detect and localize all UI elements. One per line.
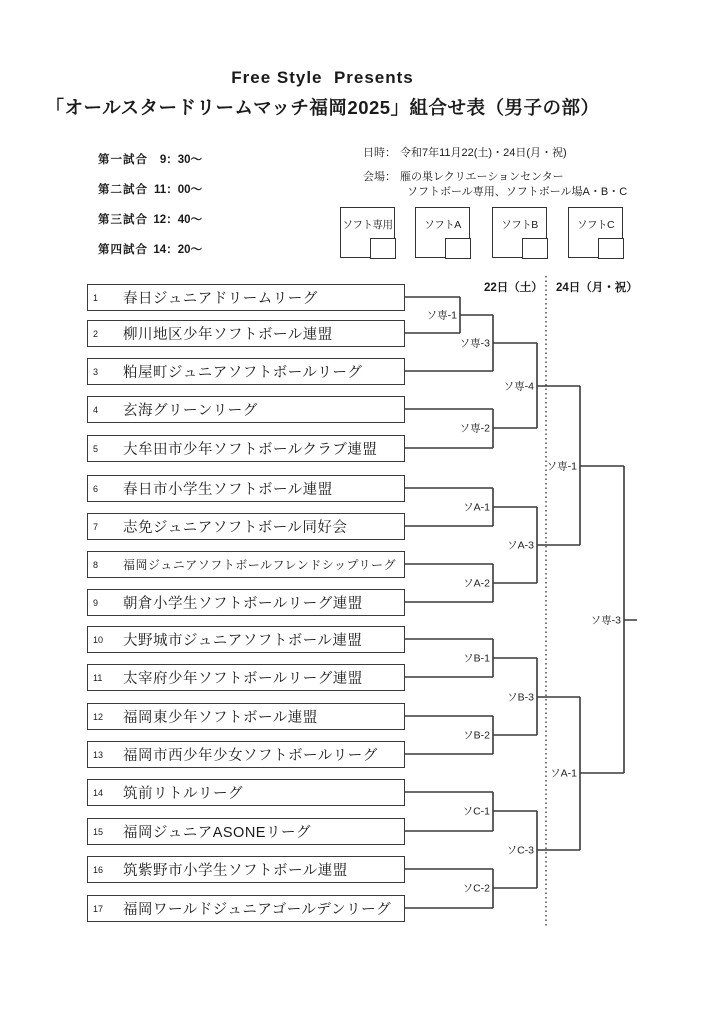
team-number: 14 — [93, 787, 104, 798]
team-number: 12 — [93, 711, 104, 722]
match-label-day1-so-c-3: ソC-3 — [506, 844, 534, 857]
team-name: 志免ジュニアソフトボール同好会 — [123, 520, 348, 536]
team-number: 3 — [93, 366, 99, 377]
team-number: 1 — [93, 292, 99, 303]
match-label-day1-so-c-2: ソC-2 — [462, 882, 490, 895]
team-number: 2 — [93, 328, 99, 339]
team-name: 春日市小学生ソフトボール連盟 — [123, 482, 333, 498]
team-number: 16 — [93, 864, 104, 875]
team-box-17 — [87, 895, 405, 922]
schedule-time: 12：40～ — [153, 214, 202, 226]
team-box-6 — [87, 475, 405, 502]
match-label-day2-so-sen-1: ソ専-1 — [546, 460, 577, 473]
match-label-day1-so-b-1: ソB-1 — [463, 652, 490, 665]
match-label-day1-so-a-2: ソA-2 — [463, 577, 490, 590]
match-label-day1-so-sen-1: ソ専-1 — [426, 309, 457, 322]
team-name: 春日ジュニアドリームリーグ — [123, 291, 318, 307]
team-number: 17 — [93, 903, 104, 914]
team-box-13 — [87, 741, 405, 768]
team-name: 筑前リトルリーグ — [123, 786, 243, 802]
venue-label: 会場： — [363, 171, 396, 183]
team-box-12 — [87, 703, 405, 730]
team-box-3 — [87, 358, 405, 385]
team-box-14 — [87, 779, 405, 806]
team-name: 玄海グリーンリーグ — [123, 403, 258, 419]
match-label-day1-so-sen-4: ソ専-4 — [503, 380, 534, 393]
field-label: ソフト専用 — [342, 219, 393, 231]
field-label: ソフトA — [424, 219, 461, 231]
team-number: 8 — [93, 559, 99, 570]
schedule-label: 第三試合 — [98, 214, 148, 226]
team-box-11 — [87, 664, 405, 691]
schedule-label: 第四試合 — [98, 244, 148, 256]
match-label-day1-so-c-1: ソC-1 — [462, 805, 490, 818]
venue-value-2: ソフトボール専用、ソフトボール場A・B・C — [407, 186, 628, 198]
schedule-time: 9：30～ — [159, 154, 202, 166]
team-name: 柳川地区少年ソフトボール連盟 — [123, 327, 333, 343]
match-label-final-so-sen-3: ソ専-3 — [590, 614, 621, 627]
team-name: 福岡東少年ソフトボール連盟 — [123, 710, 318, 726]
team-box-7 — [87, 513, 405, 540]
day1-header: 22日（土） — [484, 282, 543, 294]
field-label: ソフトC — [576, 219, 615, 231]
match-label-day1-so-sen-2: ソ専-2 — [459, 422, 490, 435]
match-label-day1-so-a-1: ソA-1 — [463, 501, 490, 514]
match-label-day1-so-sen-3: ソ専-3 — [459, 337, 490, 350]
team-box-5 — [87, 435, 405, 462]
team-name: 福岡ワールドジュニアゴールデンリーグ — [123, 902, 392, 918]
team-number: 4 — [93, 404, 99, 415]
venue-value: 雁の巣レクリエーションセンター — [400, 171, 564, 183]
team-number: 7 — [93, 521, 99, 532]
team-number: 5 — [93, 443, 99, 454]
team-name: 筑紫野市小学生ソフトボール連盟 — [123, 863, 348, 879]
team-name: 太宰府少年ソフトボールリーグ連盟 — [123, 671, 363, 687]
match-label-day2-so-a-1: ソA-1 — [550, 767, 577, 780]
team-number: 11 — [93, 672, 103, 683]
day2-header: 24日（月・祝） — [556, 282, 638, 294]
match-label-day1-so-b-3: ソB-3 — [507, 691, 534, 704]
team-box-4 — [87, 396, 405, 423]
schedule-time: 11：00～ — [154, 184, 202, 196]
team-box-8 — [87, 551, 405, 578]
team-box-10 — [87, 626, 405, 653]
date-value: 令和7年11月22(土)・24日(月・祝) — [400, 147, 567, 159]
team-number: 6 — [93, 483, 99, 494]
team-name: 福岡ジュニアASONEリーグ — [123, 825, 311, 841]
schedule-label: 第二試合 — [98, 184, 148, 196]
team-box-16 — [87, 856, 405, 883]
team-number: 13 — [93, 749, 104, 760]
team-box-1 — [87, 284, 405, 311]
field-label: ソフトB — [501, 219, 538, 231]
team-name: 朝倉小学生ソフトボールリーグ連盟 — [123, 596, 363, 612]
match-label-day1-so-b-2: ソB-2 — [463, 729, 490, 742]
team-number: 9 — [93, 597, 99, 608]
presents-title: Free Style Presents — [231, 68, 414, 87]
team-name: 大野城市ジュニアソフトボール連盟 — [123, 633, 363, 649]
schedule-time: 14：20～ — [153, 244, 202, 256]
team-box-15 — [87, 818, 405, 845]
team-name: 大牟田市少年ソフトボールクラブ連盟 — [123, 442, 378, 458]
team-number: 15 — [93, 826, 104, 837]
team-name: 福岡ジュニアソフトボールフレンドシップリーグ — [123, 558, 397, 572]
schedule-label: 第一試合 — [98, 154, 148, 166]
match-label-day1-so-a-3: ソA-3 — [507, 539, 534, 552]
team-number: 10 — [93, 634, 104, 645]
team-box-9 — [87, 589, 405, 616]
team-name: 福岡市西少年少女ソフトボールリーグ — [123, 748, 378, 764]
page-title: 「オールスタードリームマッチ福岡2025」組合せ表（男子の部） — [45, 97, 600, 118]
date-label: 日時： — [363, 147, 396, 159]
team-box-2 — [87, 320, 405, 347]
team-name: 粕屋町ジュニアソフトボールリーグ — [123, 365, 363, 381]
